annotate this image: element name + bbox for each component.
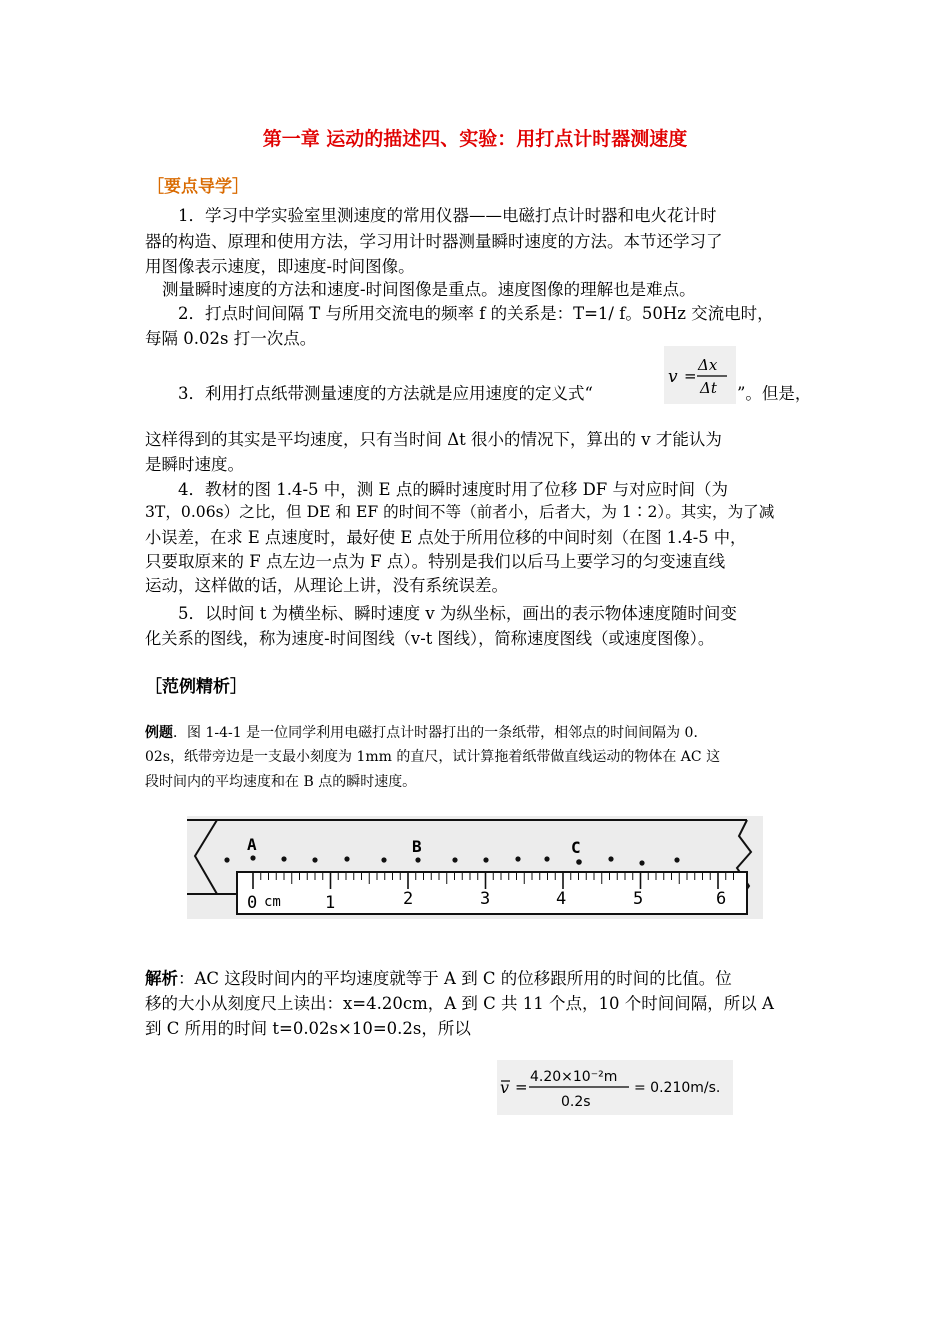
formula2-denominator: 0.2s xyxy=(561,1094,591,1110)
tape-ruler-drawing xyxy=(187,816,763,919)
paragraph-line: 化关系的图线，称为速度-时间图线（v-t 图线），简称速度图线（或速度图像）。 xyxy=(145,629,715,648)
solution-label: 解析 xyxy=(145,969,178,988)
ruler-number-5: 5 xyxy=(633,889,644,909)
formula2-drawing xyxy=(497,1060,733,1115)
ruler xyxy=(237,872,747,914)
average-velocity-formula xyxy=(497,1060,733,1115)
paragraph-line: 测量瞬时速度的方法和速度-时间图像是重点。速度图像的理解也是难点。 xyxy=(162,280,696,299)
paragraph-line: 小误差，在求 E 点速度时，最好使 E 点处于所用位移的中间时刻（在图 1.4-5 中， xyxy=(145,528,747,547)
paragraph-line: 5．以时间 t 为横坐标、瞬时速度 v 为纵坐标，画出的表示物体速度随时间变 xyxy=(178,604,737,623)
solution-text: ：AC 这段时间内的平均速度就等于 A 到 C 的位移跟所用的时间的比值。位 xyxy=(178,969,732,988)
point-label-c: C xyxy=(571,838,581,857)
example-text: ．图 1-4-1 是一位同学利用电磁打点计时器打出的一条纸带，相邻点的时间间隔为 0． xyxy=(173,725,708,741)
formula-equals: = xyxy=(684,367,697,385)
solution-line: 移的大小从刻度尺上读出：x=4.20cm，A 到 C 共 11 个点，10 个时间间隔，所以 A xyxy=(145,994,774,1013)
formula-drawing xyxy=(664,346,736,404)
page-title: 第一章 运动的描述四、实验：用打点计时器测速度 xyxy=(262,128,688,150)
ruler-number-1: 1 xyxy=(325,893,336,913)
paragraph-line: 每隔 0.02s 打一次点。 xyxy=(145,329,317,348)
solution-line xyxy=(145,965,732,989)
ruler-number-0: 0 xyxy=(247,893,258,913)
formula2-numerator: 4.20×10⁻²m xyxy=(530,1069,618,1085)
formula-denominator: Δt xyxy=(700,379,717,397)
ruler-number-6: 6 xyxy=(716,889,727,909)
formula2-lhs: v xyxy=(500,1078,510,1097)
paragraph-line: 3．利用打点纸带测量速度的方法就是应用速度的定义式“ xyxy=(178,384,593,403)
point-label-a: A xyxy=(247,835,257,854)
point-label-b: B xyxy=(412,837,422,856)
paragraph-line: 是瞬时速度。 xyxy=(145,455,244,474)
example-label: 例题 xyxy=(145,725,173,741)
ruler-number-2: 2 xyxy=(403,889,414,909)
section-heading-key-points: ［要点导学］ xyxy=(147,177,249,197)
section-heading-examples: ［范例精析］ xyxy=(145,677,247,697)
tape-dots xyxy=(224,855,679,865)
paragraph-line: 3T，0.06s）之比，但 DE 和 EF 的时间不等（前者小，后者大，为 1∶2）。其实，为了减 xyxy=(145,503,775,521)
solution-line: 到 C 所用的时间 t=0.02s×10=0.2s，所以 xyxy=(145,1019,471,1038)
formula-lhs: v xyxy=(668,367,678,387)
ruler-unit: cm xyxy=(264,894,281,910)
paragraph-line: 器的构造、原理和使用方法，学习用计时器测量瞬时速度的方法。本节还学习了 xyxy=(145,232,723,251)
paper-tape-figure xyxy=(187,816,763,919)
paragraph-line: 这样得到的其实是平均速度，只有当时间 Δt 很小的情况下，算出的 v 才能认为 xyxy=(145,430,722,449)
formula2-equals: = xyxy=(515,1078,528,1096)
paragraph-line: 4．教材的图 1.4-5 中，测 E 点的瞬时速度时用了位移 DF 与对应时间（为 xyxy=(178,480,729,499)
example-line xyxy=(145,722,707,742)
velocity-definition-formula xyxy=(664,346,736,404)
paragraph-line: 只要取原来的 F 点左边一点为 F 点）。特别是我们以后马上要学习的匀变速直线 xyxy=(145,552,726,571)
paragraph-line: 运动，这样做的话，从理论上讲，没有系统误差。 xyxy=(145,576,508,595)
ruler-number-4: 4 xyxy=(556,889,567,909)
formula2-result: = 0.210m/s. xyxy=(634,1080,721,1096)
example-line: 段时间内的平均速度和在 B 点的瞬时速度。 xyxy=(145,774,417,790)
formula-numerator: Δx xyxy=(698,356,718,374)
paragraph-line: ”。但是， xyxy=(737,384,812,403)
paragraph-line: 用图像表示速度，即速度-时间图像。 xyxy=(145,257,415,276)
paragraph-line: 2．打点时间间隔 T 与所用交流电的频率 f 的关系是：T=1/ f。50Hz 交流电时， xyxy=(178,304,774,323)
ruler-number-3: 3 xyxy=(480,889,491,909)
example-line: 02s，纸带旁边是一支最小刻度为 1mm 的直尺，试计算拖着纸带做直线运动的物体在 AC 这 xyxy=(145,749,721,765)
paragraph-line: 1．学习中学实验室里测速度的常用仪器——电磁打点计时器和电火花计时 xyxy=(178,206,717,225)
